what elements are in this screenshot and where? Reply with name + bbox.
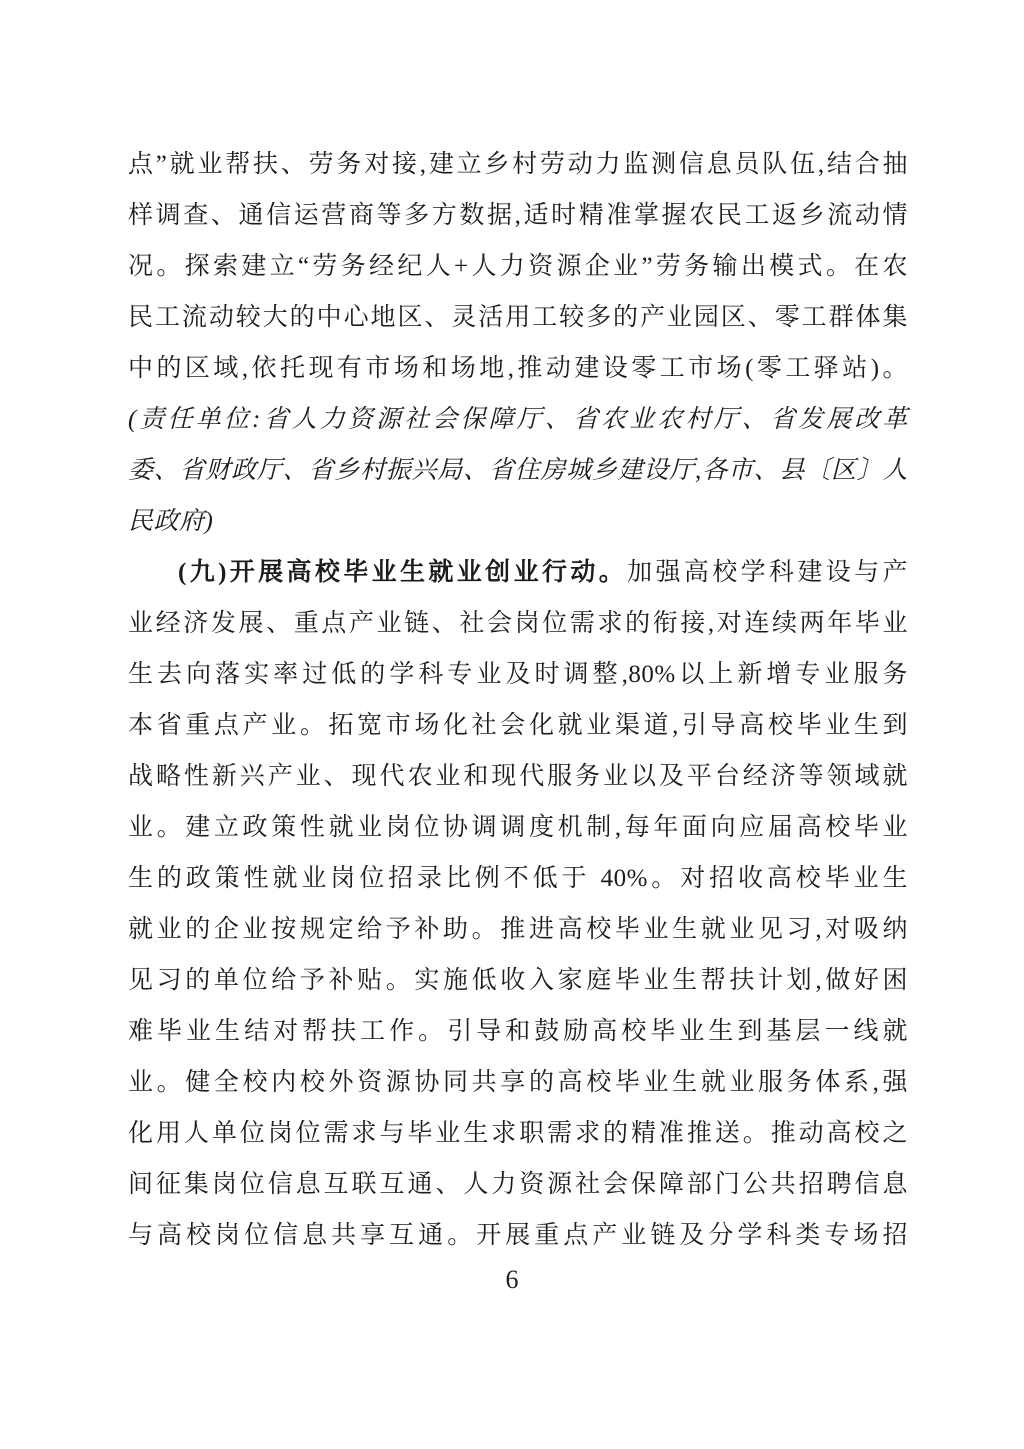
body-text: (责任单位:省人力资源社会保障厅、省农业农村厅、省发展改革: [128, 406, 908, 433]
body-text: 民工流动较大的中心地区、灵活用工较多的产业园区、零工群体集: [128, 304, 908, 331]
body-text: 点”就业帮扶、劳务对接,建立乡村劳动力监测信息员队伍,结合抽: [128, 151, 908, 178]
text-line-16: [128, 904, 908, 955]
body-text: 化用人单位岗位需求与毕业生求职需求的精准推送。推动高校之: [128, 1120, 908, 1147]
text-line-13: [128, 751, 908, 802]
text-line-2: [128, 190, 908, 241]
text-line-12: [128, 700, 908, 751]
text-line-20: [128, 1108, 908, 1159]
text-line-10: [128, 598, 908, 649]
text-line-9: [128, 547, 908, 598]
body-text: 见习的单位给予补贴。实施低收入家庭毕业生帮扶计划,做好困: [128, 967, 908, 994]
body-text: 业。建立政策性就业岗位协调调度机制,每年面向应届高校毕业: [128, 814, 908, 841]
body-text: 业。健全校内校外资源协同共享的高校毕业生就业服务体系,强: [128, 1069, 908, 1096]
body-text: 生的政策性就业岗位招录比例不低于 40%。对招收高校毕业生: [128, 865, 908, 892]
text-line-7: [128, 445, 908, 496]
text-line-14: [128, 802, 908, 853]
text-line-6: [128, 394, 908, 445]
body-text: 间征集岗位信息互联互通、人力资源社会保障部门公共招聘信息: [128, 1171, 908, 1198]
body-text: 生去向落实率过低的学科专业及时调整,80%以上新增专业服务: [128, 661, 908, 688]
document-text: [128, 139, 908, 1261]
text-line-3: [128, 241, 908, 292]
text-line-11: [128, 649, 908, 700]
body-text: 样调查、通信运营商等多方数据,适时精准掌握农民工返乡流动情: [128, 202, 908, 229]
text-line-5: [128, 343, 908, 394]
page-number: 6: [505, 1265, 519, 1294]
body-text: 委、省财政厅、省乡村振兴局、省住房城乡建设厅,各市、县〔区〕人: [128, 457, 908, 484]
body-text: 本省重点产业。拓宽市场化社会化就业渠道,引导高校毕业生到: [128, 712, 908, 739]
text-line-21: [128, 1159, 908, 1210]
section-heading-text: (九)开展高校毕业生就业创业行动。: [178, 559, 628, 586]
body-text: 加强高校学科建设与产: [627, 559, 908, 586]
body-text: 难毕业生结对帮扶工作。引导和鼓励高校毕业生到基层一线就: [128, 1018, 908, 1045]
text-line-8: [128, 496, 908, 547]
body-text: 中的区域,依托现有市场和场地,推动建设零工市场(零工驿站)。: [128, 355, 908, 382]
body-text: 业经济发展、重点产业链、社会岗位需求的衔接,对连续两年毕业: [128, 610, 908, 637]
text-line-1: [128, 139, 908, 190]
text-line-18: [128, 1006, 908, 1057]
body-text: 况。探索建立“劳务经纪人+人力资源企业”劳务输出模式。在农: [128, 253, 908, 280]
body-text: 民政府): [128, 508, 214, 535]
text-line-15: [128, 853, 908, 904]
body-text: 战略性新兴产业、现代农业和现代服务业以及平台经济等领域就: [128, 763, 908, 790]
text-line-4: [128, 292, 908, 343]
body-text: 就业的企业按规定给予补助。推进高校毕业生就业见习,对吸纳: [128, 916, 908, 943]
body-text: 与高校岗位信息共享互通。开展重点产业链及分学科类专场招: [128, 1222, 908, 1249]
text-line-17: [128, 955, 908, 1006]
text-line-22: [128, 1210, 908, 1261]
text-line-19: [128, 1057, 908, 1108]
